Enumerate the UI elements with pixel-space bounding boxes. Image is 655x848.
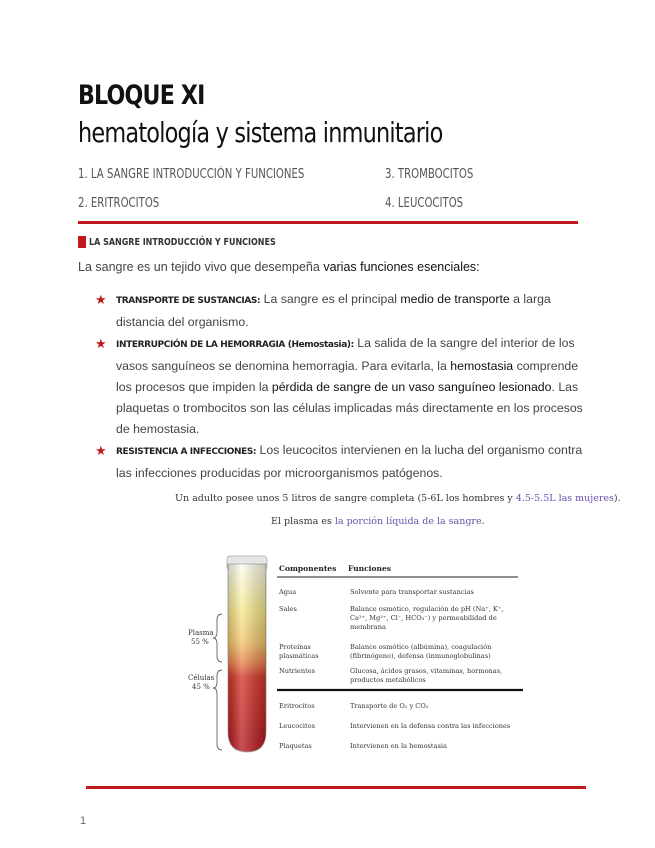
plasma-brace [213, 614, 222, 662]
row-component: Eritrocitos [279, 702, 315, 710]
caption-volume-women: 4.5-5.5L las mujeres [515, 493, 614, 504]
toc-item-3[interactable]: 3. TROMBOCITOS [385, 167, 474, 182]
cells-percent: 45 % [192, 683, 210, 691]
block-subtitle: hematología y sistema inmunitario [78, 116, 443, 149]
function-item [95, 289, 585, 333]
star-bullet-icon: ★ [95, 443, 107, 458]
function-text: . Las plaquetas o trombocitos son las células implicadas más directamente en los procesos de hemostasia. [116, 380, 583, 436]
header-divider [78, 221, 578, 224]
table-row [279, 605, 503, 631]
intro-emphasis: varias funciones esenciales: [323, 260, 480, 274]
section-marker [78, 236, 86, 248]
cells-brace [213, 670, 222, 750]
column-header-functions: Funciones [348, 564, 391, 573]
row-component: Plaquetas [279, 742, 312, 750]
function-text: comprende los procesos que impiden la [116, 359, 579, 394]
table-row [279, 667, 502, 684]
caption-volume-end: ). [613, 493, 621, 504]
row-function-line2: (fibrinógeno), defensa (inmunoglobulinas) [350, 652, 491, 660]
intro-text: La sangre es un tejido vivo que desempeña [78, 260, 324, 274]
function-keyword: RESISTENCIA A INFECCIONES: [116, 447, 257, 457]
table-row [278, 588, 475, 596]
function-keyword: INTERRUPCIÓN DE LA HEMORRAGIA (Hemostasia): [116, 340, 354, 350]
row-component: Agua [279, 588, 297, 596]
row-component: Nutrientes [279, 667, 316, 675]
row-function: Solvente para transportar sustancias [350, 588, 474, 596]
row-component: Proteínas [279, 643, 311, 651]
blood-composition-figure [180, 552, 530, 757]
function-emphasis: pérdida de sangre de un vaso sanguíneo lesionado [271, 380, 552, 394]
section-intro [78, 260, 480, 274]
function-emphasis: hemostasia [450, 359, 514, 373]
row-function-line3: membrana [350, 623, 386, 631]
row-component: Sales [279, 605, 297, 613]
caption-plasma-end: . [481, 516, 485, 527]
toc-item-1[interactable]: 1. LA SANGRE INTRODUCCIÓN Y FUNCIONES [78, 167, 305, 182]
row-function: Glucosa, ácidos grasos, vitaminas, hormonas, [350, 667, 503, 675]
toc-item-4[interactable]: 4. LEUCOCITOS [385, 196, 464, 211]
row-function: Transporte de O₂ y CO₂ [350, 702, 429, 710]
row-function: Intervienen en la defensa contra las infecciones [350, 722, 511, 730]
function-item [95, 333, 585, 440]
figure-caption-volume [175, 493, 621, 504]
block-title: BLOQUE XI [78, 80, 205, 111]
row-function: Balance osmótico, regulación de pH (Na⁺, K⁺, [350, 605, 504, 613]
function-text: Los leucocitos intervienen en la lucha del organismo contra las infecciones producidas por microorganismos patógenos. [116, 443, 583, 480]
row-function-line2: Ca²⁺, Mg²⁺, Cl⁻, HCO₃⁻) y permeabilidad de [350, 614, 497, 622]
footer-divider [86, 786, 586, 789]
test-tube [227, 556, 267, 752]
function-text: La sangre es el principal [260, 292, 401, 306]
figure-caption-plasma [271, 516, 485, 527]
plasma-label: Plasma [188, 629, 214, 637]
table-row [279, 702, 429, 710]
caption-plasma-text: El plasma es [271, 516, 335, 527]
row-function: Balance osmótico (albúmina), coagulación [350, 643, 492, 651]
star-bullet-icon: ★ [95, 336, 107, 351]
toc-item-2[interactable]: 2. ERITROCITOS [78, 196, 160, 211]
functions-list [95, 289, 585, 484]
row-component: Leucocitos [279, 722, 315, 730]
table-row [279, 742, 447, 750]
page-number: 1 [80, 815, 87, 827]
table-row [279, 643, 492, 660]
function-text: La salida de la sangre del interior de los vasos sanguíneos se denomina hemorragia. Para evitarla, la [116, 336, 575, 373]
row-component-line2: plasmáticas [279, 652, 319, 660]
section-heading [78, 236, 322, 248]
function-keyword: TRANSPORTE DE SUSTANCIAS: [116, 296, 261, 306]
section-title: LA SANGRE INTRODUCCIÓN Y FUNCIONES [89, 236, 276, 248]
row-function-line2: productos metabólicos [350, 676, 426, 684]
function-item [95, 440, 585, 484]
star-bullet-icon: ★ [95, 292, 107, 307]
caption-volume-text: Un adulto posee unos 5 litros de sangre completa (5-6L los hombres y [175, 493, 516, 504]
column-header-components: Componentes [279, 564, 337, 573]
row-function: Intervienen en la hemostasia [350, 742, 447, 750]
plasma-percent: 55 % [191, 638, 209, 646]
function-text: a larga distancia del organismo. [116, 292, 551, 329]
cells-label: Células [188, 674, 215, 682]
function-emphasis: medio de transporte [400, 292, 510, 306]
caption-plasma-definition: la porción líquida de la sangre [334, 516, 482, 527]
table-row [279, 722, 511, 730]
